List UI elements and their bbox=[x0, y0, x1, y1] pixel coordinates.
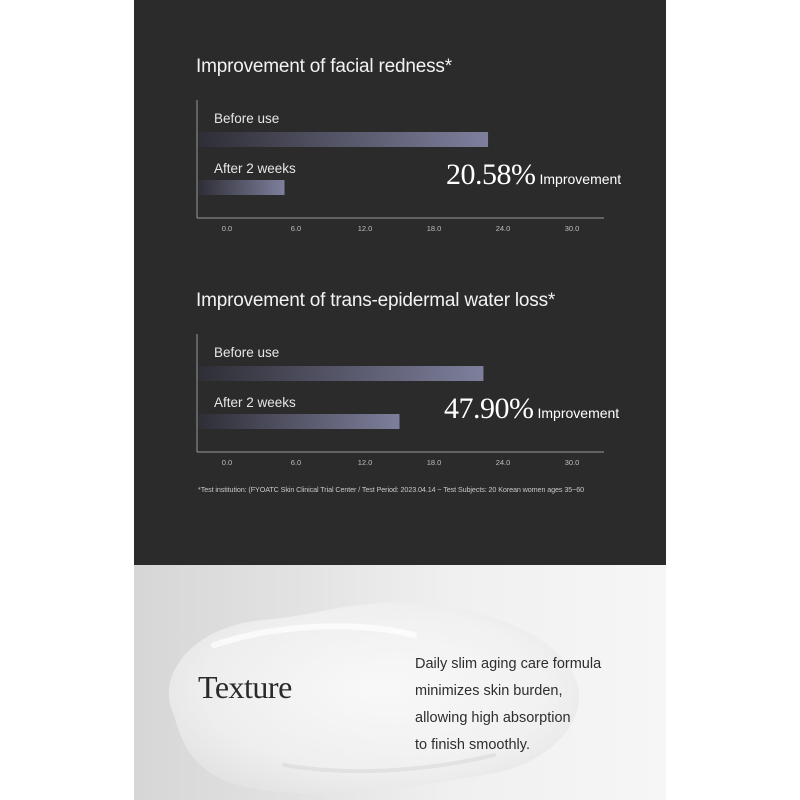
texture-description bbox=[415, 651, 601, 759]
texture-description-line: to finish smoothly. bbox=[415, 737, 530, 753]
test-footnote: *Test institution: (FYOATC Skin Clinical Trial Center / Test Period: 2023.04.14 ~ Test Subjects: 20 Korean women ages 35~60 bbox=[198, 485, 585, 494]
improvement-label: Improvement bbox=[539, 171, 622, 187]
category-label: Before use bbox=[214, 111, 280, 126]
bar-before-use bbox=[198, 366, 483, 381]
x-tick-label: 6.0 bbox=[290, 224, 302, 233]
x-tick-label: 12.0 bbox=[357, 224, 373, 233]
x-tick-label: 24.0 bbox=[495, 224, 511, 233]
texture-description-line: allowing high absorption bbox=[415, 710, 571, 726]
bar-after-2-weeks bbox=[198, 180, 285, 195]
bar-after-2-weeks bbox=[198, 414, 400, 429]
x-tick-label: 30.0 bbox=[564, 224, 580, 233]
category-label: After 2 weeks bbox=[214, 395, 296, 410]
chart-title-redness: Improvement of facial redness* bbox=[196, 56, 452, 77]
chart-title-water-loss: Improvement of trans-epidermal water loss* bbox=[196, 290, 556, 311]
x-tick-label: 12.0 bbox=[357, 458, 373, 467]
category-label: Before use bbox=[214, 345, 280, 360]
texture-section bbox=[134, 565, 666, 800]
x-tick-label: 18.0 bbox=[426, 224, 442, 233]
improvement-value: 20.58% bbox=[446, 158, 536, 191]
results-panel bbox=[134, 0, 666, 565]
x-tick-label: 6.0 bbox=[290, 458, 302, 467]
improvement-readout-redness bbox=[446, 158, 621, 192]
improvement-label: Improvement bbox=[537, 405, 620, 421]
x-tick-label: 30.0 bbox=[564, 458, 580, 467]
x-tick-label: 0.0 bbox=[221, 458, 233, 467]
category-label: After 2 weeks bbox=[214, 161, 296, 176]
texture-description-line: minimizes skin burden, bbox=[415, 683, 563, 699]
x-tick-label: 0.0 bbox=[221, 224, 233, 233]
texture-description-line: Daily slim aging care formula bbox=[415, 656, 602, 672]
bar-before-use bbox=[198, 132, 488, 147]
x-tick-label: 24.0 bbox=[495, 458, 511, 467]
improvement-readout-water-loss bbox=[444, 392, 619, 426]
improvement-value: 47.90% bbox=[444, 392, 534, 425]
texture-title: Texture bbox=[198, 669, 292, 705]
x-tick-label: 18.0 bbox=[426, 458, 442, 467]
